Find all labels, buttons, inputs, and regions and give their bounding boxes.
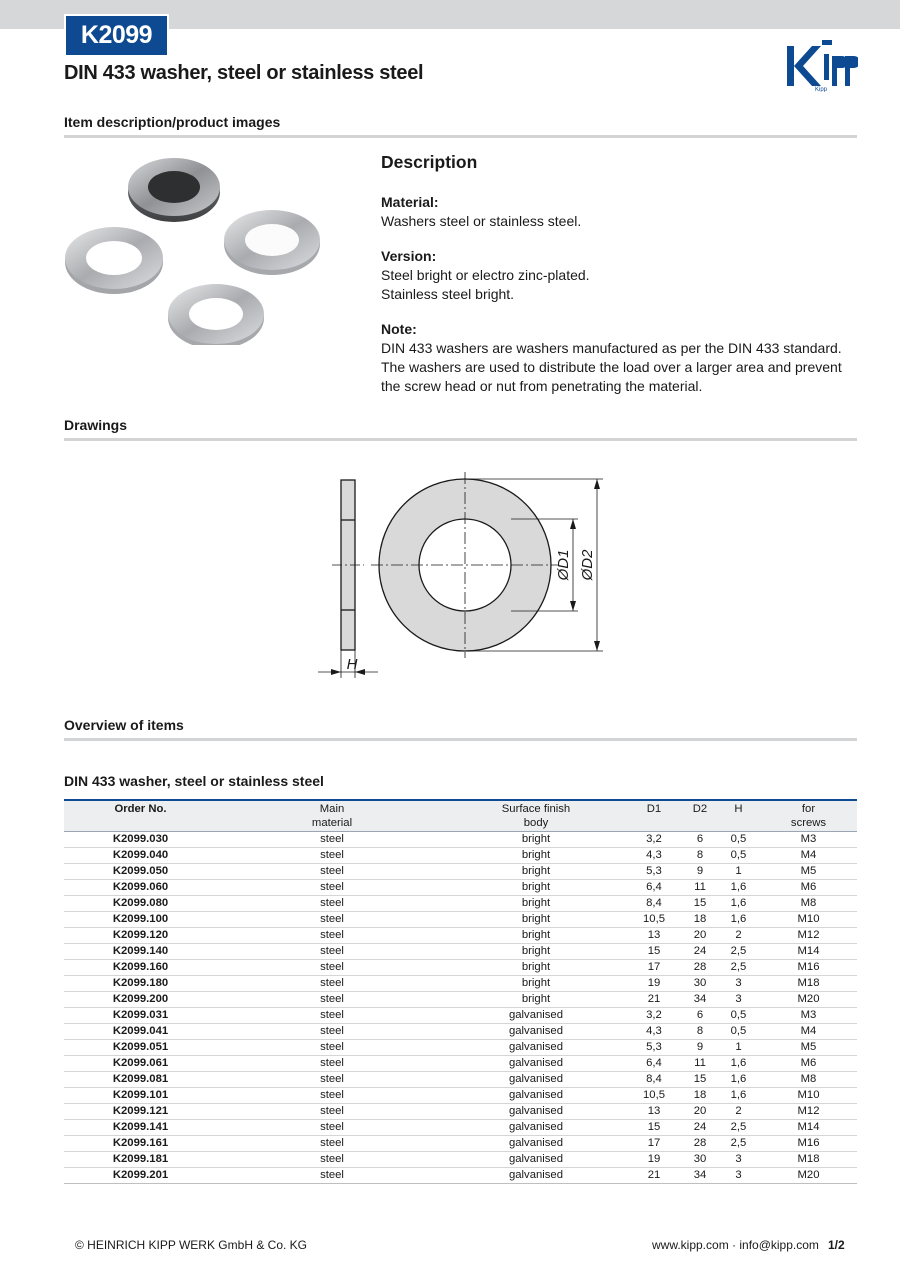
cell-d2: 20 xyxy=(683,928,717,944)
cell-order-no: K2099.030 xyxy=(64,832,217,848)
table-row xyxy=(64,1088,857,1104)
cell-d1: 10,5 xyxy=(625,912,683,928)
footer-contact: www.kipp.com · info@kipp.com xyxy=(652,1238,819,1252)
cell-h: 0,5 xyxy=(717,1008,760,1024)
cell-d2: 6 xyxy=(683,1008,717,1024)
cell-order-no: K2099.161 xyxy=(64,1136,217,1152)
cell-d2: 30 xyxy=(683,1152,717,1168)
cell-h: 2 xyxy=(717,928,760,944)
cell-surface-finish: bright xyxy=(447,928,625,944)
cell-order-no: K2099.061 xyxy=(64,1056,217,1072)
cell-screw-size: M5 xyxy=(760,1040,857,1056)
cell-d1: 15 xyxy=(625,944,683,960)
header-d1: D1 xyxy=(625,800,683,832)
cell-order-no: K2099.121 xyxy=(64,1104,217,1120)
product-photo xyxy=(64,150,322,345)
cell-screw-size: M14 xyxy=(760,944,857,960)
version-line-1: Steel bright or electro zinc-plated. xyxy=(381,267,590,283)
cell-h: 2 xyxy=(717,1104,760,1120)
cell-order-no: K2099.200 xyxy=(64,992,217,1008)
cell-order-no: K2099.051 xyxy=(64,1040,217,1056)
cell-h: 0,5 xyxy=(717,848,760,864)
cell-surface-finish: bright xyxy=(447,832,625,848)
cell-screw-size: M14 xyxy=(760,1120,857,1136)
kipp-logo xyxy=(784,38,858,92)
cell-screw-size: M16 xyxy=(760,960,857,976)
table-row xyxy=(64,976,857,992)
technical-drawing xyxy=(316,470,616,685)
cell-d2: 24 xyxy=(683,944,717,960)
cell-material: steel xyxy=(217,1056,447,1072)
cell-d1: 10,5 xyxy=(625,1088,683,1104)
cell-d1: 19 xyxy=(625,1152,683,1168)
table-row xyxy=(64,1120,857,1136)
table-row xyxy=(64,848,857,864)
cell-order-no: K2099.181 xyxy=(64,1152,217,1168)
cell-d1: 3,2 xyxy=(625,1008,683,1024)
table-header-row xyxy=(64,800,857,832)
cell-d1: 21 xyxy=(625,1168,683,1184)
description-heading: Description xyxy=(381,152,478,172)
cell-material: steel xyxy=(217,832,447,848)
cell-surface-finish: bright xyxy=(447,848,625,864)
cell-material: steel xyxy=(217,1152,447,1168)
table-row xyxy=(64,1168,857,1184)
cell-h: 0,5 xyxy=(717,832,760,848)
cell-d2: 6 xyxy=(683,832,717,848)
table-row xyxy=(64,864,857,880)
cell-h: 3 xyxy=(717,992,760,1008)
cell-d1: 5,3 xyxy=(625,864,683,880)
cell-screw-size: M6 xyxy=(760,1056,857,1072)
cell-material: steel xyxy=(217,1120,447,1136)
table-row xyxy=(64,1024,857,1040)
cell-d2: 11 xyxy=(683,1056,717,1072)
cell-d2: 15 xyxy=(683,896,717,912)
cell-surface-finish: galvanised xyxy=(447,1152,625,1168)
note-label: Note: xyxy=(381,321,417,337)
version-line-2: Stainless steel bright. xyxy=(381,286,515,302)
items-table xyxy=(64,799,857,1184)
table-row xyxy=(64,992,857,1008)
cell-order-no: K2099.041 xyxy=(64,1024,217,1040)
cell-h: 0,5 xyxy=(717,1024,760,1040)
header-screws: for screws xyxy=(760,800,857,832)
cell-material: steel xyxy=(217,960,447,976)
table-row xyxy=(64,928,857,944)
cell-d1: 17 xyxy=(625,960,683,976)
version-label: Version: xyxy=(381,248,437,264)
cell-screw-size: M8 xyxy=(760,1072,857,1088)
cell-material: steel xyxy=(217,928,447,944)
cell-material: steel xyxy=(217,848,447,864)
header-finish: Surface finish body xyxy=(447,800,625,832)
cell-d1: 6,4 xyxy=(625,1056,683,1072)
cell-screw-size: M20 xyxy=(760,992,857,1008)
cell-h: 2,5 xyxy=(717,944,760,960)
cell-order-no: K2099.080 xyxy=(64,896,217,912)
cell-surface-finish: galvanised xyxy=(447,1120,625,1136)
cell-screw-size: M3 xyxy=(760,1008,857,1024)
cell-d1: 4,3 xyxy=(625,1024,683,1040)
cell-screw-size: M18 xyxy=(760,976,857,992)
table-row xyxy=(64,944,857,960)
cell-d2: 18 xyxy=(683,1088,717,1104)
cell-h: 2,5 xyxy=(717,960,760,976)
cell-d1: 15 xyxy=(625,1120,683,1136)
cell-material: steel xyxy=(217,1136,447,1152)
cell-surface-finish: bright xyxy=(447,960,625,976)
header-h: H xyxy=(717,800,760,832)
cell-d2: 30 xyxy=(683,976,717,992)
cell-d1: 13 xyxy=(625,928,683,944)
cell-h: 1,6 xyxy=(717,880,760,896)
cell-d2: 34 xyxy=(683,992,717,1008)
table-row xyxy=(64,1040,857,1056)
cell-d2: 34 xyxy=(683,1168,717,1184)
cell-d1: 3,2 xyxy=(625,832,683,848)
cell-screw-size: M3 xyxy=(760,832,857,848)
cell-surface-finish: galvanised xyxy=(447,1008,625,1024)
cell-d1: 8,4 xyxy=(625,1072,683,1088)
table-row xyxy=(64,1008,857,1024)
cell-order-no: K2099.160 xyxy=(64,960,217,976)
note-text: DIN 433 washers are washers manufactured as per the DIN 433 standard. The washers are used to distribute the load over a larger area and prevent the screw head or nut from penetrating the material. xyxy=(381,340,842,394)
cell-material: steel xyxy=(217,1040,447,1056)
cell-material: steel xyxy=(217,864,447,880)
cell-order-no: K2099.180 xyxy=(64,976,217,992)
cell-order-no: K2099.101 xyxy=(64,1088,217,1104)
section-item-description: Item description/product images xyxy=(64,114,857,138)
cell-material: steel xyxy=(217,1024,447,1040)
cell-screw-size: M12 xyxy=(760,928,857,944)
cell-surface-finish: bright xyxy=(447,992,625,1008)
cell-d2: 20 xyxy=(683,1104,717,1120)
logo-text: Kipp xyxy=(814,87,828,92)
cell-surface-finish: bright xyxy=(447,944,625,960)
table-row xyxy=(64,832,857,848)
cell-d1: 6,4 xyxy=(625,880,683,896)
cell-h: 3 xyxy=(717,976,760,992)
cell-d1: 8,4 xyxy=(625,896,683,912)
cell-screw-size: M8 xyxy=(760,896,857,912)
footer-page-number: 1/2 xyxy=(828,1238,845,1252)
cell-screw-size: M6 xyxy=(760,880,857,896)
cell-screw-size: M4 xyxy=(760,1024,857,1040)
cell-material: steel xyxy=(217,1168,447,1184)
label-d2: ØD2 xyxy=(579,549,596,581)
cell-h: 1 xyxy=(717,864,760,880)
cell-screw-size: M10 xyxy=(760,1088,857,1104)
cell-d2: 8 xyxy=(683,1024,717,1040)
cell-order-no: K2099.141 xyxy=(64,1120,217,1136)
cell-order-no: K2099.031 xyxy=(64,1008,217,1024)
description-panel xyxy=(381,153,851,412)
cell-order-no: K2099.040 xyxy=(64,848,217,864)
header-order: Order No. xyxy=(64,800,217,832)
table-title: DIN 433 washer, steel or stainless steel xyxy=(64,773,324,789)
cell-h: 3 xyxy=(717,1168,760,1184)
cell-d1: 5,3 xyxy=(625,1040,683,1056)
product-code-badge: K2099 xyxy=(64,14,169,57)
cell-material: steel xyxy=(217,1008,447,1024)
cell-surface-finish: galvanised xyxy=(447,1024,625,1040)
cell-order-no: K2099.140 xyxy=(64,944,217,960)
cell-order-no: K2099.201 xyxy=(64,1168,217,1184)
page-title: DIN 433 washer, steel or stainless steel xyxy=(64,62,424,84)
table-row xyxy=(64,880,857,896)
cell-surface-finish: galvanised xyxy=(447,1088,625,1104)
cell-surface-finish: galvanised xyxy=(447,1056,625,1072)
cell-h: 1,6 xyxy=(717,1056,760,1072)
cell-d1: 4,3 xyxy=(625,848,683,864)
cell-material: steel xyxy=(217,896,447,912)
cell-order-no: K2099.060 xyxy=(64,880,217,896)
cell-order-no: K2099.081 xyxy=(64,1072,217,1088)
section-overview: Overview of items xyxy=(64,717,857,741)
cell-screw-size: M10 xyxy=(760,912,857,928)
header-material: Main material xyxy=(217,800,447,832)
cell-surface-finish: bright xyxy=(447,896,625,912)
label-h: H xyxy=(346,656,358,673)
section-drawings: Drawings xyxy=(64,417,857,441)
footer-copyright: © HEINRICH KIPP WERK GmbH & Co. KG xyxy=(75,1238,307,1252)
cell-screw-size: M12 xyxy=(760,1104,857,1120)
cell-material: steel xyxy=(217,1104,447,1120)
cell-d1: 19 xyxy=(625,976,683,992)
cell-d2: 28 xyxy=(683,960,717,976)
cell-surface-finish: galvanised xyxy=(447,1072,625,1088)
cell-material: steel xyxy=(217,976,447,992)
cell-material: steel xyxy=(217,1072,447,1088)
cell-material: steel xyxy=(217,880,447,896)
cell-surface-finish: bright xyxy=(447,880,625,896)
cell-d2: 24 xyxy=(683,1120,717,1136)
table-row xyxy=(64,1104,857,1120)
cell-d1: 17 xyxy=(625,1136,683,1152)
table-row xyxy=(64,1136,857,1152)
material-label: Material: xyxy=(381,194,439,210)
cell-d1: 21 xyxy=(625,992,683,1008)
header-d2: D2 xyxy=(683,800,717,832)
cell-d2: 28 xyxy=(683,1136,717,1152)
cell-d2: 11 xyxy=(683,880,717,896)
cell-screw-size: M20 xyxy=(760,1168,857,1184)
table-row xyxy=(64,912,857,928)
cell-h: 1,6 xyxy=(717,1072,760,1088)
cell-order-no: K2099.120 xyxy=(64,928,217,944)
cell-surface-finish: bright xyxy=(447,976,625,992)
cell-screw-size: M16 xyxy=(760,1136,857,1152)
cell-screw-size: M4 xyxy=(760,848,857,864)
cell-d2: 8 xyxy=(683,848,717,864)
cell-material: steel xyxy=(217,1088,447,1104)
table-body xyxy=(64,832,857,1184)
table-row xyxy=(64,1152,857,1168)
cell-surface-finish: galvanised xyxy=(447,1040,625,1056)
cell-screw-size: M18 xyxy=(760,1152,857,1168)
cell-material: steel xyxy=(217,944,447,960)
cell-h: 2,5 xyxy=(717,1120,760,1136)
cell-material: steel xyxy=(217,912,447,928)
cell-surface-finish: bright xyxy=(447,912,625,928)
material-text: Washers steel or stainless steel. xyxy=(381,213,582,229)
cell-h: 1,6 xyxy=(717,912,760,928)
table-row xyxy=(64,960,857,976)
cell-surface-finish: bright xyxy=(447,864,625,880)
cell-order-no: K2099.100 xyxy=(64,912,217,928)
cell-d1: 13 xyxy=(625,1104,683,1120)
cell-h: 2,5 xyxy=(717,1136,760,1152)
cell-h: 1,6 xyxy=(717,896,760,912)
cell-surface-finish: galvanised xyxy=(447,1136,625,1152)
cell-d2: 9 xyxy=(683,864,717,880)
table-row xyxy=(64,1072,857,1088)
cell-surface-finish: galvanised xyxy=(447,1168,625,1184)
cell-d2: 15 xyxy=(683,1072,717,1088)
table-row xyxy=(64,896,857,912)
cell-screw-size: M5 xyxy=(760,864,857,880)
label-d1: ØD1 xyxy=(555,549,572,581)
cell-h: 3 xyxy=(717,1152,760,1168)
cell-material: steel xyxy=(217,992,447,1008)
cell-d2: 9 xyxy=(683,1040,717,1056)
table-row xyxy=(64,1056,857,1072)
cell-h: 1 xyxy=(717,1040,760,1056)
cell-d2: 18 xyxy=(683,912,717,928)
cell-h: 1,6 xyxy=(717,1088,760,1104)
cell-surface-finish: galvanised xyxy=(447,1104,625,1120)
cell-order-no: K2099.050 xyxy=(64,864,217,880)
